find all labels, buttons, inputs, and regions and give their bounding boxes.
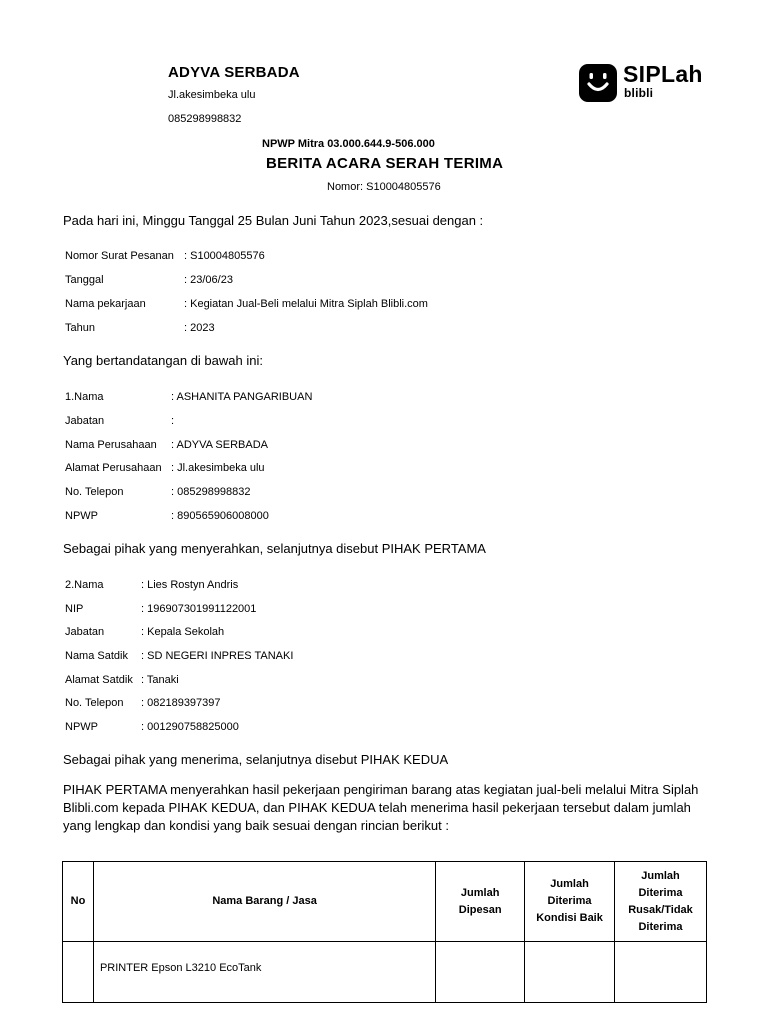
cell-qty-received-bad xyxy=(615,942,707,1003)
field-value: : xyxy=(171,415,175,427)
field-label: No. Telepon xyxy=(65,486,124,498)
field-label: 2.Nama xyxy=(65,579,104,591)
order-info-row xyxy=(65,322,215,334)
col-header-qty-received-good: Jumlah Diterima Kondisi Baik xyxy=(525,862,615,942)
field-value: : S10004805576 xyxy=(184,250,265,262)
field-label: Jabatan xyxy=(65,415,105,427)
logo-wordmark: SIPLah xyxy=(623,61,703,87)
party-two-row xyxy=(65,579,239,591)
party-two-row xyxy=(65,603,257,615)
field-value: : 001290758825000 xyxy=(141,721,239,733)
signatories-intro: Yang bertandatangan di bawah ini: xyxy=(63,353,263,368)
field-value: : Lies Rostyn Andris xyxy=(141,579,239,591)
field-value: : Tanaki xyxy=(141,674,179,686)
party-two-row xyxy=(65,697,221,709)
document-title: BERITA ACARA SERAH TERIMA xyxy=(266,155,504,172)
party-two-row xyxy=(65,674,179,686)
party-one-row xyxy=(65,415,175,427)
field-label: Nomor Surat Pesanan xyxy=(65,250,174,262)
intro-sentence: Pada hari ini, Minggu Tanggal 25 Bulan Juni Tahun 2023,sesuai dengan : xyxy=(63,213,484,228)
company-name: ADYVA SERBADA xyxy=(168,64,300,81)
field-value: : Jl.akesimbeka ulu xyxy=(171,462,265,474)
field-label: No. Telepon xyxy=(65,697,124,709)
cell-item-name: PRINTER Epson L3210 EcoTank xyxy=(93,942,435,1003)
party-one-row xyxy=(65,462,265,474)
field-label: Alamat Perusahaan xyxy=(65,462,162,474)
field-label: Tanggal xyxy=(65,274,104,286)
field-value: : SD NEGERI INPRES TANAKI xyxy=(141,650,294,662)
logo-subtext: blibli xyxy=(624,86,654,100)
document-number: Nomor: S10004805576 xyxy=(327,181,441,193)
field-label: Nama Perusahaan xyxy=(65,439,157,451)
field-value: : 082189397397 xyxy=(141,697,221,709)
field-label: NIP xyxy=(65,603,84,615)
company-phone: 085298998832 xyxy=(168,113,242,125)
field-label: Alamat Satdik xyxy=(65,674,133,686)
party-one-row xyxy=(65,486,251,498)
field-value: : 890565906008000 xyxy=(171,510,269,522)
order-info-row xyxy=(65,250,265,262)
field-value: : ADYVA SERBADA xyxy=(171,439,269,451)
handover-paragraph: PIHAK PERTAMA menyerahkan hasil pekerjaan pengiriman barang atas kegiatan jual-beli melalui Mitra Siplah Blibli.com kepada PIHAK KEDUA, dan PIHAK KEDUA telah menerima hasil pekerjaan tersebut dalam jumlah yang lengkap dan kondisi yang baik sesuai dengan rincian berikut : xyxy=(63,782,699,833)
party-one-row xyxy=(65,439,269,451)
siplah-logo xyxy=(579,61,705,102)
smile-badge-icon xyxy=(579,64,617,102)
party-one-row xyxy=(65,391,313,403)
field-value: : 196907301991122001 xyxy=(141,603,257,615)
field-value: : Kepala Sekolah xyxy=(141,626,225,638)
table-header-row xyxy=(63,862,707,942)
col-header-no: No xyxy=(63,862,94,942)
cell-qty-received-good xyxy=(525,942,615,1003)
field-value: : 2023 xyxy=(184,322,215,334)
party-two-row xyxy=(65,626,225,638)
cell-no xyxy=(63,942,94,1003)
field-value: : ASHANITA PANGARIBUAN xyxy=(171,391,313,403)
party-one-row xyxy=(65,510,269,522)
party-one-note: Sebagai pihak yang menyerahkan, selanjutnya disebut PIHAK PERTAMA xyxy=(63,541,486,556)
company-address: Jl.akesimbeka ulu xyxy=(168,89,256,101)
field-label: Nama pekarjaan xyxy=(65,298,146,310)
field-value: : Kegiatan Jual-Beli melalui Mitra Siplah Blibli.com xyxy=(184,298,428,310)
field-label: NPWP xyxy=(65,510,98,522)
items-table xyxy=(62,861,707,1003)
col-header-qty-ordered: Jumlah Dipesan xyxy=(436,862,525,942)
cell-qty-ordered xyxy=(436,942,525,1003)
field-label: Jabatan xyxy=(65,626,105,638)
order-info-row xyxy=(65,298,428,310)
field-label: Tahun xyxy=(65,322,95,334)
party-two-row xyxy=(65,721,239,733)
order-info-row xyxy=(65,274,233,286)
field-label: Nama Satdik xyxy=(65,650,128,662)
col-header-item-name: Nama Barang / Jasa xyxy=(93,862,435,942)
npwp-mitra: NPWP Mitra 03.000.644.9-506.000 xyxy=(262,138,435,150)
field-label: 1.Nama xyxy=(65,391,104,403)
table-row xyxy=(63,942,707,1003)
field-value: : 085298998832 xyxy=(171,486,251,498)
field-value: : 23/06/23 xyxy=(184,274,233,286)
col-header-qty-received-bad: Jumlah Diterima Rusak/Tidak Diterima xyxy=(615,862,707,942)
party-two-note: Sebagai pihak yang menerima, selanjutnya disebut PIHAK KEDUA xyxy=(63,752,449,767)
party-two-row xyxy=(65,650,294,662)
field-label: NPWP xyxy=(65,721,98,733)
